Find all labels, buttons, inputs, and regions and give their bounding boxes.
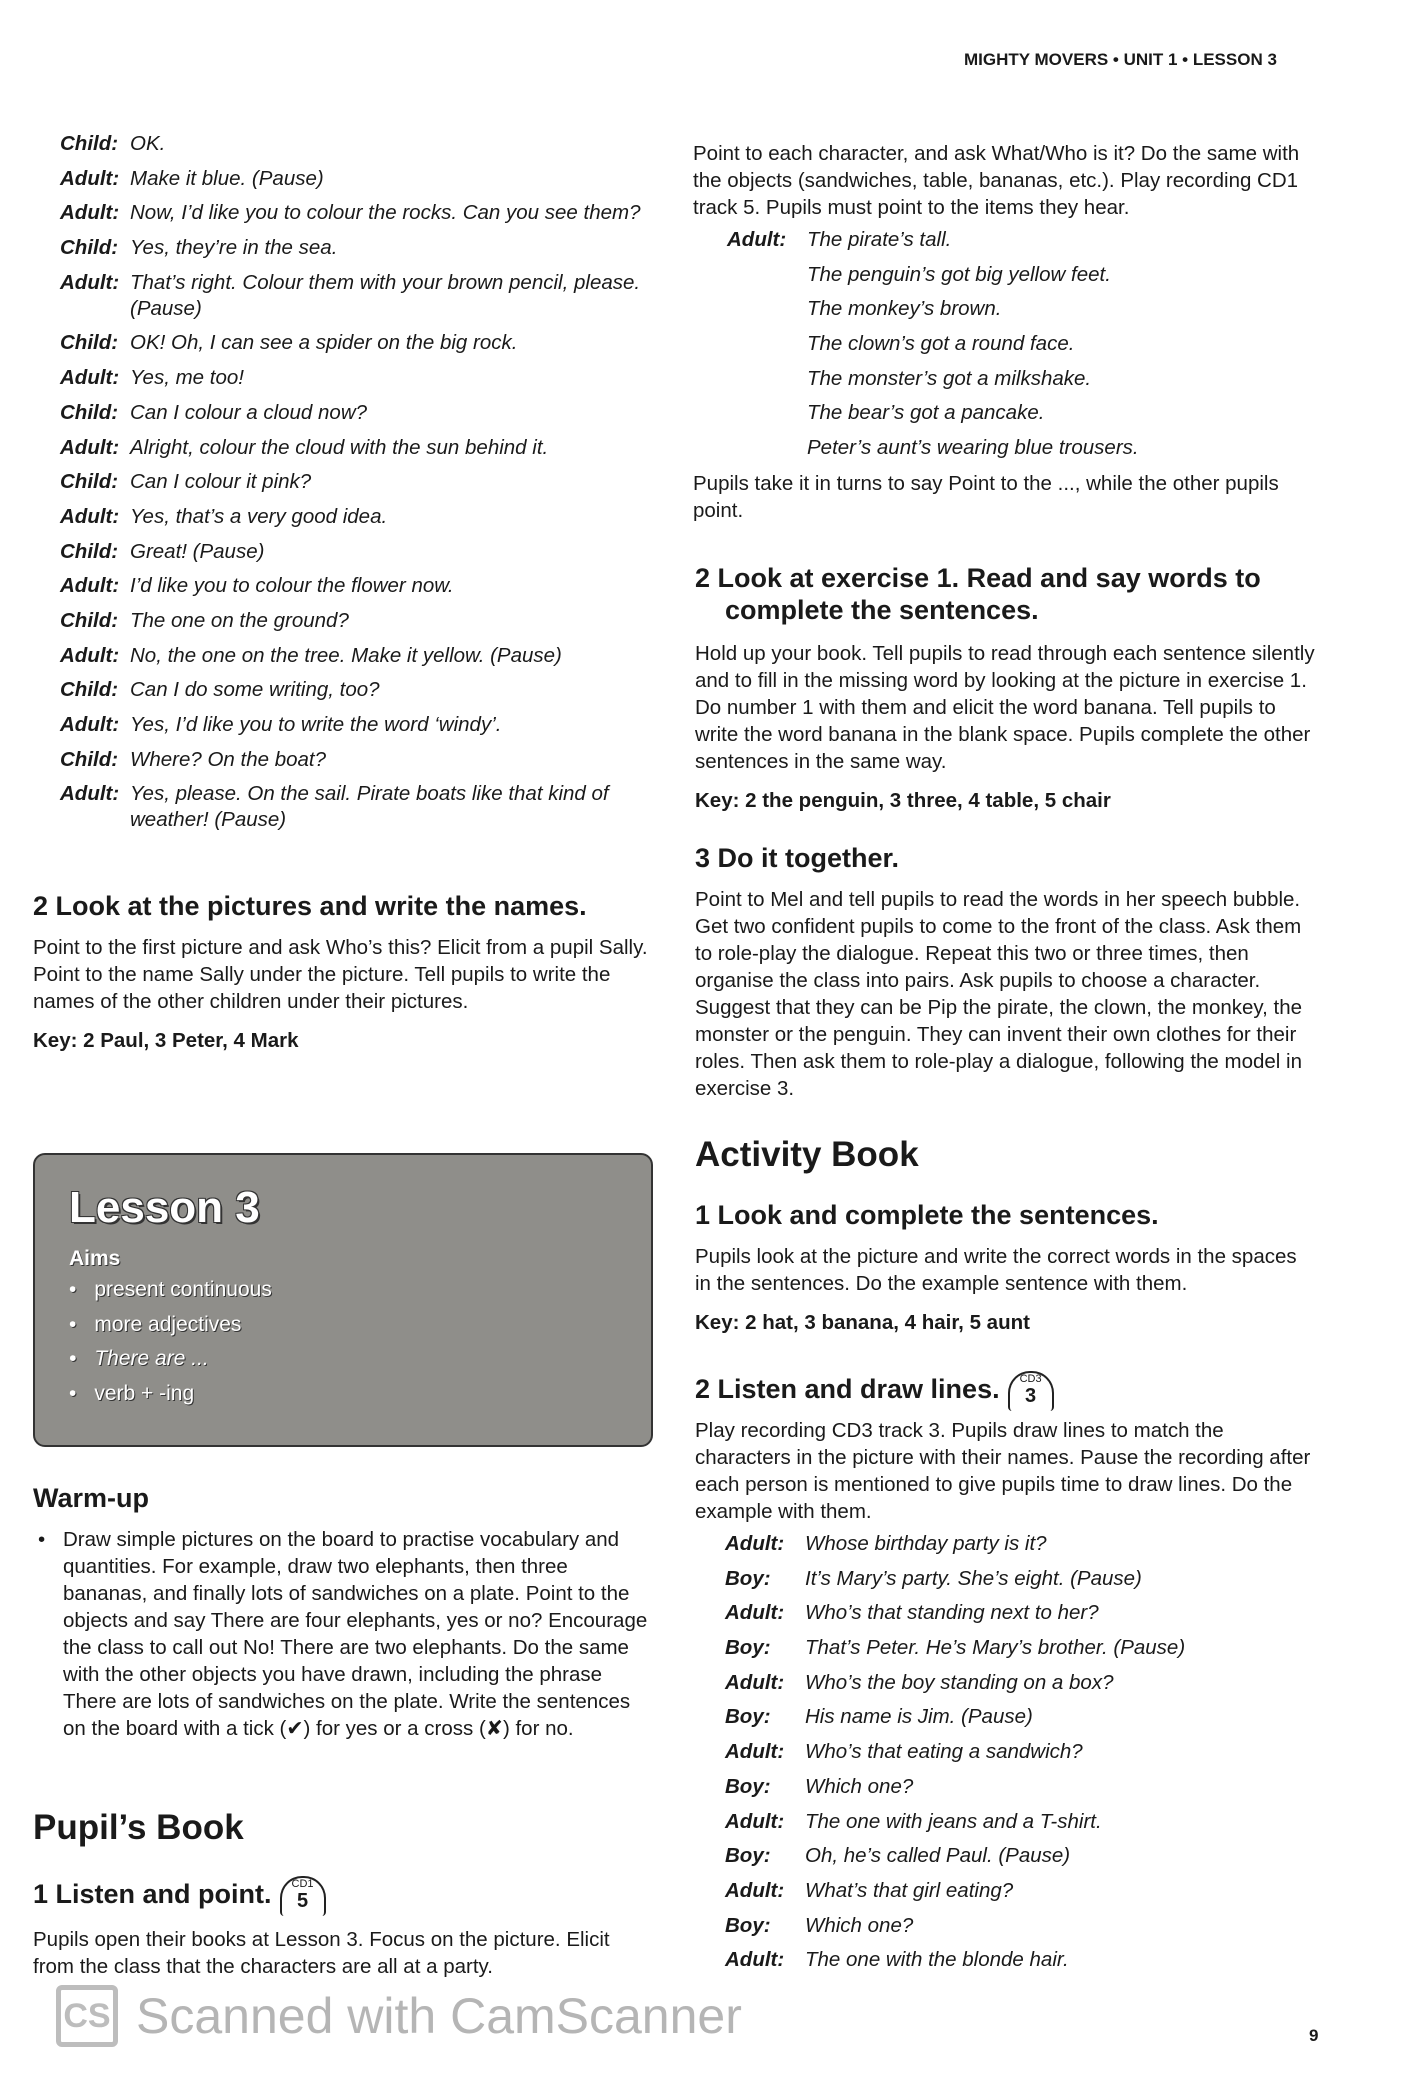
- speaker-label: Child:: [60, 132, 119, 155]
- speaker-label: Child:: [60, 539, 119, 563]
- speaker-label: Adult:: [60, 643, 120, 667]
- dialogue-line: [725, 1739, 1315, 1765]
- dialogue-text: It’s Mary’s party. She’s eight. (Pause): [805, 1566, 1142, 1590]
- speaker-label: Adult:: [725, 1601, 785, 1625]
- aim-item: • more adjectives: [69, 1308, 617, 1343]
- speaker-label: Child:: [60, 608, 119, 632]
- ab-exercise-2-body: Play recording CD3 track 3. Pupils draw lines to match the characters in the picture with their names. Pause the recording after each person is mentioned to give pupils time to draw lines. Do the example with them.: [695, 1419, 1311, 1523]
- speaker-label: Child:: [60, 236, 119, 260]
- dialogue-line: [60, 677, 650, 703]
- dialogue-text: Who’s that standing next to her?: [805, 1601, 1099, 1625]
- right-dialogue: [695, 1531, 1315, 1973]
- dialogue-line: [60, 435, 650, 461]
- exercise-2-title: 2 Look at the pictures and write the names.: [33, 891, 587, 921]
- dialogue-line: [60, 781, 650, 833]
- dialogue-text: The one on the ground?: [130, 608, 349, 632]
- lesson-title: Lesson 3: [69, 1183, 260, 1232]
- speaker-label: Adult:: [60, 504, 120, 528]
- recording-text: Peter’s aunt’s wearing blue trousers.: [807, 436, 1139, 460]
- aim-item: • present continuous: [69, 1273, 617, 1308]
- dialogue-text: Oh, he’s called Paul. (Pause): [805, 1844, 1071, 1868]
- speaker-label: [727, 331, 807, 357]
- dialogue-line: [725, 1809, 1315, 1835]
- dialogue-line: [60, 469, 650, 495]
- aim-item: • There are ...: [69, 1342, 617, 1377]
- recording-text: The penguin’s got big yellow feet.: [807, 262, 1111, 286]
- dialogue-text: OK.: [130, 132, 166, 155]
- dialogue-line: [725, 1704, 1315, 1730]
- dialogue-text: No, the one on the tree. Make it yellow. (Pause): [130, 643, 562, 667]
- watermark-text: Scanned with CamScanner: [136, 1988, 742, 2044]
- speaker-label: [727, 262, 807, 288]
- dialogue-text: Where? On the boat?: [130, 747, 327, 771]
- speaker-label: Adult:: [727, 228, 787, 251]
- dialogue-line: [60, 539, 650, 565]
- recording-text: The monkey’s brown.: [807, 297, 1002, 321]
- dialogue-line: [60, 712, 650, 738]
- dialogue-line: [725, 1843, 1315, 1869]
- aim-item: • verb + -ing: [69, 1377, 617, 1412]
- speaker-label: Adult:: [725, 1878, 785, 1902]
- warmup-section: [33, 1482, 653, 1742]
- dialogue-line: [60, 365, 650, 391]
- exercise-2-section: [33, 890, 653, 1053]
- ab-exercise-1-body: Pupils look at the picture and write the correct words in the spaces in the sentences. Do the example sentence with them.: [695, 1245, 1297, 1295]
- right-column-top: [693, 140, 1313, 524]
- speaker-label: Adult:: [60, 201, 120, 225]
- dialogue-line: [60, 131, 650, 157]
- dialogue-text: Can I do some writing, too?: [130, 678, 380, 702]
- intro-paragraph-2: Pupils take it in turns to say Point to the ..., while the other pupils point.: [693, 471, 1279, 522]
- dialogue-text: Who’s the boy standing on a box?: [805, 1670, 1114, 1694]
- pupils-book-title: Pupil’s Book: [33, 1808, 244, 1847]
- dialogue-text: That’s right. Colour them with your brown pencil, please. (Pause): [130, 270, 641, 320]
- speaker-label: Adult:: [725, 1809, 785, 1833]
- ab-exercise-2-title: 2 Listen and draw lines. CD3 3: [695, 1371, 1315, 1411]
- cd-headphones-icon: CD3 3: [1008, 1371, 1054, 1411]
- speaker-label: Boy:: [725, 1774, 771, 1798]
- pb-exercise-2-key: Key: 2 the penguin, 3 three, 4 table, 5 chair: [695, 789, 1111, 812]
- dialogue-text: The one with jeans and a T-shirt.: [805, 1809, 1102, 1833]
- recording-text: The clown’s got a round face.: [807, 332, 1075, 356]
- dialogue-line: [725, 1670, 1315, 1696]
- speaker-label: Child:: [60, 331, 119, 355]
- recording-line: [727, 227, 1313, 253]
- dialogue-text: What’s that girl eating?: [805, 1878, 1014, 1902]
- dialogue-line: [60, 504, 650, 530]
- dialogue-line: [60, 330, 650, 356]
- dialogue-line: [725, 1774, 1315, 1800]
- speaker-label: Adult:: [60, 366, 120, 390]
- page-number: 9: [1309, 2026, 1319, 2045]
- camscanner-watermark: [56, 1985, 742, 2047]
- warmup-text: Draw simple pictures on the board to practise vocabulary and quantities. For example, draw two elephants, then three bananas, and finally lots of sandwiches on a plate. Point to the objects and say There are four elephants, yes or no? Encourage the class to call out No! There are two elephants. Do the same with the other objects you have drawn, including the phrase There are lots of sandwiches on the plate. Write the sentences on the board with a tick (✔) for yes or a cross (✘) for no.: [63, 1528, 648, 1740]
- speaker-label: Boy:: [725, 1844, 771, 1868]
- recording-script: [693, 227, 1313, 461]
- speaker-label: Boy:: [725, 1566, 771, 1590]
- recording-line: [727, 400, 1313, 426]
- camscanner-logo-icon: CS: [56, 1985, 118, 2047]
- speaker-label: Adult:: [725, 1532, 785, 1555]
- dialogue-text: The one with the blonde hair.: [805, 1948, 1069, 1972]
- running-header: MIGHTY MOVERS • UNIT 1 • LESSON 3: [964, 50, 1277, 69]
- dialogue-text: Alright, colour the cloud with the sun behind it.: [130, 435, 549, 459]
- activity-book-section: [695, 1135, 1315, 1982]
- speaker-label: Adult:: [60, 782, 120, 806]
- speaker-label: [727, 435, 807, 461]
- speaker-label: Child:: [60, 470, 119, 494]
- lesson-box: [33, 1153, 653, 1447]
- dialogue-text: Yes, please. On the sail. Pirate boats like that kind of weather! (Pause): [130, 782, 609, 832]
- speaker-label: Adult:: [725, 1740, 785, 1764]
- warmup-title: Warm-up: [33, 1483, 149, 1513]
- recording-line: [727, 366, 1313, 392]
- dialogue-text: Which one?: [805, 1913, 914, 1937]
- dialogue-line: [60, 270, 650, 322]
- exercise-2-key: Key: 2 Paul, 3 Peter, 4 Mark: [33, 1029, 299, 1052]
- pb-exercise-2-title: 2 Look at exercise 1. Read and say words to complete the sentences.: [695, 563, 1261, 625]
- speaker-label: Child:: [60, 678, 119, 702]
- exercise-2-body: Point to the first picture and ask Who’s this? Elicit from a pupil Sally. Point to the name Sally under the picture. Tell pupils to write the names of the other children under their pictures.: [33, 936, 648, 1013]
- dialogue-line: [725, 1913, 1315, 1939]
- dialogue-line: [725, 1878, 1315, 1904]
- dialogue-line: [60, 643, 650, 669]
- pb-exercise-3-title: 3 Do it together.: [695, 843, 900, 873]
- recording-line: [727, 262, 1313, 288]
- dialogue-text: Great! (Pause): [130, 539, 265, 563]
- ab-exercise-1-title: 1 Look and complete the sentences.: [695, 1200, 1159, 1230]
- recording-text: The bear’s got a pancake.: [807, 401, 1045, 425]
- speaker-label: Boy:: [725, 1913, 771, 1937]
- dialogue-line: [60, 166, 650, 192]
- warmup-body: • Draw simple pictures on the board to practise vocabulary and quantities. For example, draw two elephants, then three bananas, and finally lots of sandwiches on a plate. Point to the objects and say There are four elephants, yes or no? Encourage the class to call out No! There are two elephants. Do the same with the other objects you have drawn, including the phrase There are lots of sandwiches on the plate. Write the sentences on the board with a tick (✔) for yes or a cross (✘) for no.: [38, 1528, 648, 1740]
- recording-text: The pirate’s tall.: [807, 228, 952, 251]
- dialogue-text: Yes, I’d like you to write the word ‘windy’.: [130, 713, 502, 736]
- pb-exercise-2-section: [695, 562, 1315, 813]
- dialogue-text: Make it blue. (Pause): [130, 166, 324, 190]
- speaker-label: [727, 400, 807, 426]
- speaker-label: Adult:: [60, 713, 120, 736]
- pb-exercise-2-body: Hold up your book. Tell pupils to read through each sentence silently and to fill in the missing word by looking at the picture in exercise 1. Do number 1 with them and elicit the word banana. Tell pupils to write the word banana in the blank space. Pupils complete the other sentences in the same way.: [695, 642, 1315, 773]
- dialogue-text: Which one?: [805, 1774, 914, 1798]
- speaker-label: Adult:: [60, 270, 120, 294]
- left-dialogue: [60, 131, 650, 842]
- dialogue-line: [60, 608, 650, 634]
- speaker-label: Adult:: [725, 1948, 785, 1972]
- dialogue-text: Whose birthday party is it?: [805, 1532, 1047, 1555]
- dialogue-line: [725, 1600, 1315, 1626]
- dialogue-line: [725, 1566, 1315, 1592]
- dialogue-text: That’s Peter. He’s Mary’s brother. (Pause): [805, 1636, 1186, 1660]
- dialogue-line: [60, 747, 650, 773]
- dialogue-text: Now, I’d like you to colour the rocks. Can you see them?: [130, 201, 641, 225]
- dialogue-line: [725, 1531, 1315, 1557]
- dialogue-line: [60, 200, 650, 226]
- pb-exercise-3-body: Point to Mel and tell pupils to read the words in her speech bubble. Get two confident pupils to come to the front of the class. Ask them to role-play the dialogue. Repeat this two or three times, then organise the class into pairs. Ask pupils to choose a character. Suggest that they can be Pip the pirate, the clown, the monkey, the monster or the penguin. They can invent their own clothes for their roles. Then ask them to role-play a dialogue, following the model in exercise 3.: [695, 888, 1303, 1100]
- dialogue-text: Can I colour a cloud now?: [130, 400, 368, 424]
- cd-headphones-icon: CD1 5: [280, 1876, 326, 1916]
- dialogue-line: [60, 400, 650, 426]
- intro-paragraph: Point to each character, and ask What/Who is it? Do the same with the objects (sandwiches, table, bananas, etc.). Play recording CD1 track 5. Pupils must point to the items they hear.: [693, 142, 1300, 219]
- dialogue-text: Yes, me too!: [130, 366, 244, 390]
- recording-line: [727, 331, 1313, 357]
- dialogue-line: [725, 1635, 1315, 1661]
- dialogue-text: OK! Oh, I can see a spider on the big rock.: [130, 331, 518, 355]
- speaker-label: Adult:: [60, 574, 120, 598]
- dialogue-text: Who’s that eating a sandwich?: [805, 1740, 1083, 1764]
- speaker-label: Adult:: [60, 435, 120, 459]
- speaker-label: [727, 366, 807, 392]
- dialogue-text: I’d like you to colour the flower now.: [130, 574, 454, 598]
- dialogue-text: Yes, they’re in the sea.: [130, 236, 338, 260]
- speaker-label: [727, 296, 807, 322]
- pb-exercise-3-section: [695, 842, 1315, 1102]
- dialogue-text: His name is Jim. (Pause): [805, 1705, 1033, 1729]
- pb-exercise-1-title: 1 Listen and point. CD1 5: [33, 1876, 653, 1916]
- dialogue-text: Can I colour it pink?: [130, 470, 312, 494]
- recording-line: [727, 435, 1313, 461]
- speaker-label: Adult:: [60, 166, 120, 190]
- recording-text: The monster’s got a milkshake.: [807, 366, 1092, 390]
- speaker-label: Child:: [60, 747, 119, 771]
- pb-exercise-1-body: Pupils open their books at Lesson 3. Focus on the picture. Elicit from the class that the characters are all at a party.: [33, 1928, 610, 1978]
- speaker-label: Adult:: [725, 1670, 785, 1694]
- ab-exercise-1-key: Key: 2 hat, 3 banana, 4 hair, 5 aunt: [695, 1311, 1030, 1334]
- dialogue-line: [60, 235, 650, 261]
- speaker-label: Child:: [60, 400, 119, 424]
- speaker-label: Boy:: [725, 1636, 771, 1660]
- recording-line: [727, 296, 1313, 322]
- activity-book-title: Activity Book: [695, 1135, 919, 1174]
- dialogue-line: [725, 1947, 1315, 1973]
- dialogue-line: [60, 573, 650, 599]
- aims-label: Aims: [69, 1247, 121, 1270]
- speaker-label: Boy:: [725, 1705, 771, 1729]
- dialogue-text: Yes, that’s a very good idea.: [130, 504, 388, 528]
- pupils-book-section: [33, 1808, 653, 1980]
